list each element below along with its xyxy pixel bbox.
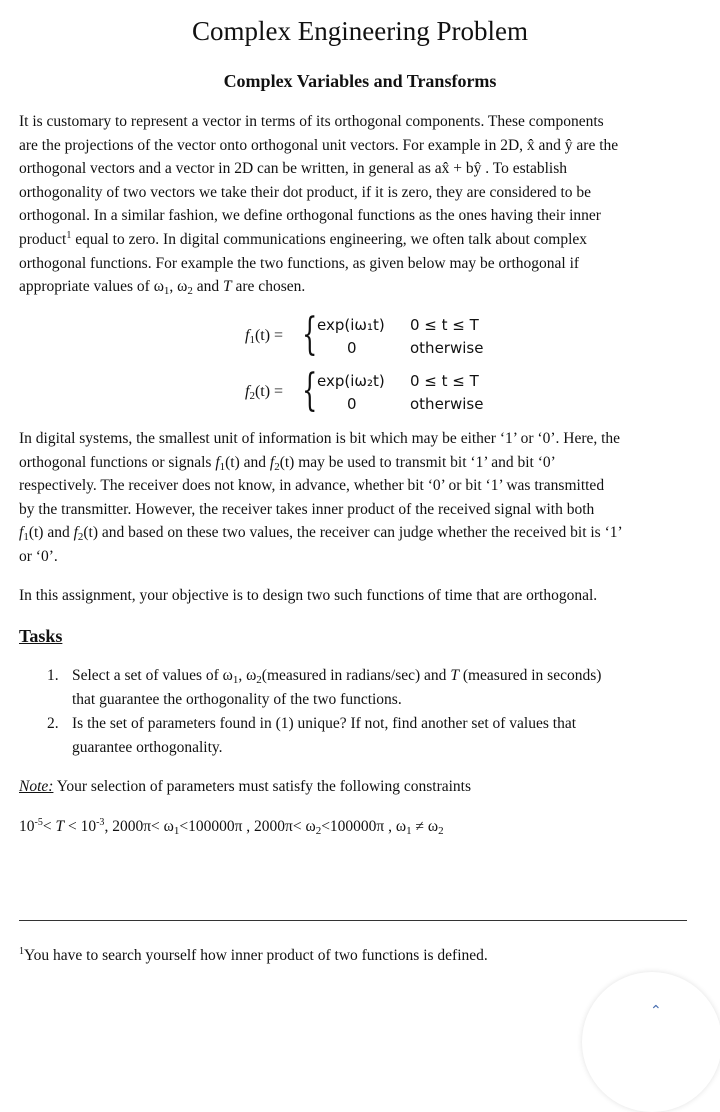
footnote — [19, 944, 488, 967]
equation-f1 — [245, 309, 545, 362]
task-body — [72, 712, 712, 759]
equation-lhs-rest: (t) = — [254, 327, 284, 344]
floating-action-button[interactable] — [582, 972, 720, 1112]
superscript: -5 — [34, 817, 43, 828]
footnote-text: You have to search yourself how inner product of two functions is defined. — [24, 947, 488, 964]
constraint-text: ≠ ω — [411, 818, 439, 835]
digital-text: (t) and based on these two values, the receiver can judge whether the received bit is ‘1’ — [83, 524, 623, 542]
subscript: 1 — [23, 531, 29, 544]
subscript: 2 — [274, 460, 280, 473]
task-line: guarantee orthogonality. — [72, 738, 223, 756]
intro-line — [19, 228, 717, 252]
constraint-text: < 10 — [64, 818, 97, 835]
function-name: f — [269, 453, 275, 471]
brace-icon: { — [302, 365, 318, 416]
task-number: 2. — [47, 715, 59, 732]
constraint-text: , 2000π< ω — [104, 818, 174, 835]
note-line — [19, 775, 471, 798]
subscript: 1 — [219, 460, 226, 473]
objective-paragraph: In this assignment, your objective is to design two such functions of time that are orthogonal. — [19, 587, 598, 604]
footnote-divider — [19, 920, 687, 921]
function-name: f — [245, 327, 250, 344]
function-name: f — [245, 383, 250, 400]
brace-icon: { — [302, 309, 318, 360]
subscript: 2 — [187, 285, 193, 298]
task-text: (measured in radians/sec) and — [261, 667, 451, 684]
equation-case-2: 0 — [347, 339, 357, 357]
note-text: Your selection of parameters must satisfy the following constraints — [53, 778, 472, 795]
digital-line: In digital systems, the smallest unit of information is bit which may be either ‘1’ or ‘0’. Here, the — [19, 430, 621, 447]
intro-text: are chosen. — [231, 278, 306, 296]
equation-lhs — [245, 327, 283, 345]
digital-line: or ‘0’. — [19, 547, 58, 565]
subscript: 1 — [406, 825, 412, 837]
subscript: 2 — [77, 531, 84, 544]
task-number: 1. — [47, 667, 59, 684]
equation-condition-2: otherwise — [410, 395, 484, 413]
intro-text: and — [192, 278, 224, 296]
equation-lhs-rest: (t) = — [254, 383, 284, 400]
constraint-text: <100000π , 2000π< ω — [179, 818, 316, 835]
digital-systems-paragraph — [19, 427, 717, 569]
intro-text: equal to zero. In digital communications engineering, we often talk about complex — [71, 230, 588, 248]
equation-case-1: exp(iω₂t) — [317, 372, 385, 390]
task-line: Is the set of parameters found in (1) unique? If not, find another set of values that — [72, 715, 577, 732]
task-text: , ω — [238, 667, 257, 684]
function-name: f — [215, 453, 220, 471]
intro-line: are the projections of the vector onto orthogonal unit vectors. For example in 2D, x̂ and ŷ are the — [19, 136, 619, 154]
task-body — [72, 664, 712, 711]
tasks-heading: Tasks — [19, 626, 63, 646]
task-line — [72, 664, 712, 688]
subscript: 2 — [249, 390, 255, 402]
constraints-line — [19, 815, 444, 838]
intro-line: orthogonality of two vectors we take their dot product, if it is zero, they are considered to be — [19, 183, 592, 201]
note-label: Note: — [19, 778, 54, 795]
subscript: 1 — [173, 825, 180, 837]
equation-condition-1: 0 ≤ t ≤ T — [410, 316, 479, 334]
function-name: f — [73, 524, 78, 542]
intro-line — [19, 275, 717, 299]
constraint-text: <100000π , ω — [321, 818, 407, 835]
task-text: (measured in seconds) — [458, 667, 602, 684]
intro-text: , ω — [169, 278, 188, 296]
digital-line — [19, 521, 717, 545]
equation-condition-1: 0 ≤ t ≤ T — [410, 372, 479, 390]
intro-line: orthogonal. In a similar fashion, we define orthogonal functions as the ones having their inner — [19, 207, 601, 225]
subscript: 2 — [256, 674, 262, 686]
chevron-up-icon: ⌃ — [650, 1003, 662, 1019]
math-variable-t: T — [223, 278, 232, 296]
digital-text: (t) and — [28, 524, 74, 542]
superscript: -3 — [96, 817, 105, 828]
intro-text: product — [19, 230, 67, 248]
subscript: 1 — [232, 674, 239, 686]
task-line: that guarantee the orthogonality of the two functions. — [72, 690, 402, 708]
equation-condition-2: otherwise — [410, 339, 484, 357]
equation-case-1: exp(iω₁t) — [317, 316, 385, 334]
equation-case-2: 0 — [347, 395, 357, 413]
equation-f2 — [245, 365, 545, 418]
subscript: 2 — [315, 825, 322, 837]
equation-lhs — [245, 383, 283, 401]
digital-line: respectively. The receiver does not know, in advance, whether bit ‘0’ or bit ‘1’ was transmitted — [19, 477, 605, 495]
footnote-marker: 1 — [19, 946, 24, 957]
subscript: 1 — [249, 334, 255, 346]
intro-paragraph — [19, 110, 717, 299]
subscript: 2 — [438, 825, 444, 837]
digital-text: orthogonal functions or signals — [19, 453, 216, 471]
digital-line — [19, 451, 717, 475]
document-subtitle: Complex Variables and Transforms — [223, 71, 497, 91]
digital-text: (t) and — [225, 453, 270, 471]
digital-line: by the transmitter. However, the receiver takes inner product of the received signal with both — [19, 500, 595, 518]
math-variable-t: T — [450, 667, 459, 684]
constraint-text: < — [42, 818, 56, 835]
math-variable-t: T — [55, 818, 65, 835]
digital-text: (t) may be used to transmit bit ‘1’ and bit ‘0’ — [279, 453, 556, 471]
function-name: f — [19, 524, 24, 542]
intro-line: orthogonal vectors and a vector in 2D can be written, in general as ax̂ + bŷ . To establish — [19, 160, 567, 178]
subscript: 1 — [163, 285, 170, 298]
task-text: Select a set of values of ω — [72, 667, 233, 684]
document-title: Complex Engineering Problem — [192, 16, 528, 46]
footnote-marker: 1 — [66, 229, 72, 241]
intro-line: orthogonal functions. For example the two functions, as given below may be orthogonal if — [19, 254, 580, 272]
intro-line: It is customary to represent a vector in terms of its orthogonal components. These components — [19, 113, 604, 130]
intro-text: appropriate values of ω — [19, 278, 164, 296]
constraint-text: 10 — [19, 818, 35, 835]
